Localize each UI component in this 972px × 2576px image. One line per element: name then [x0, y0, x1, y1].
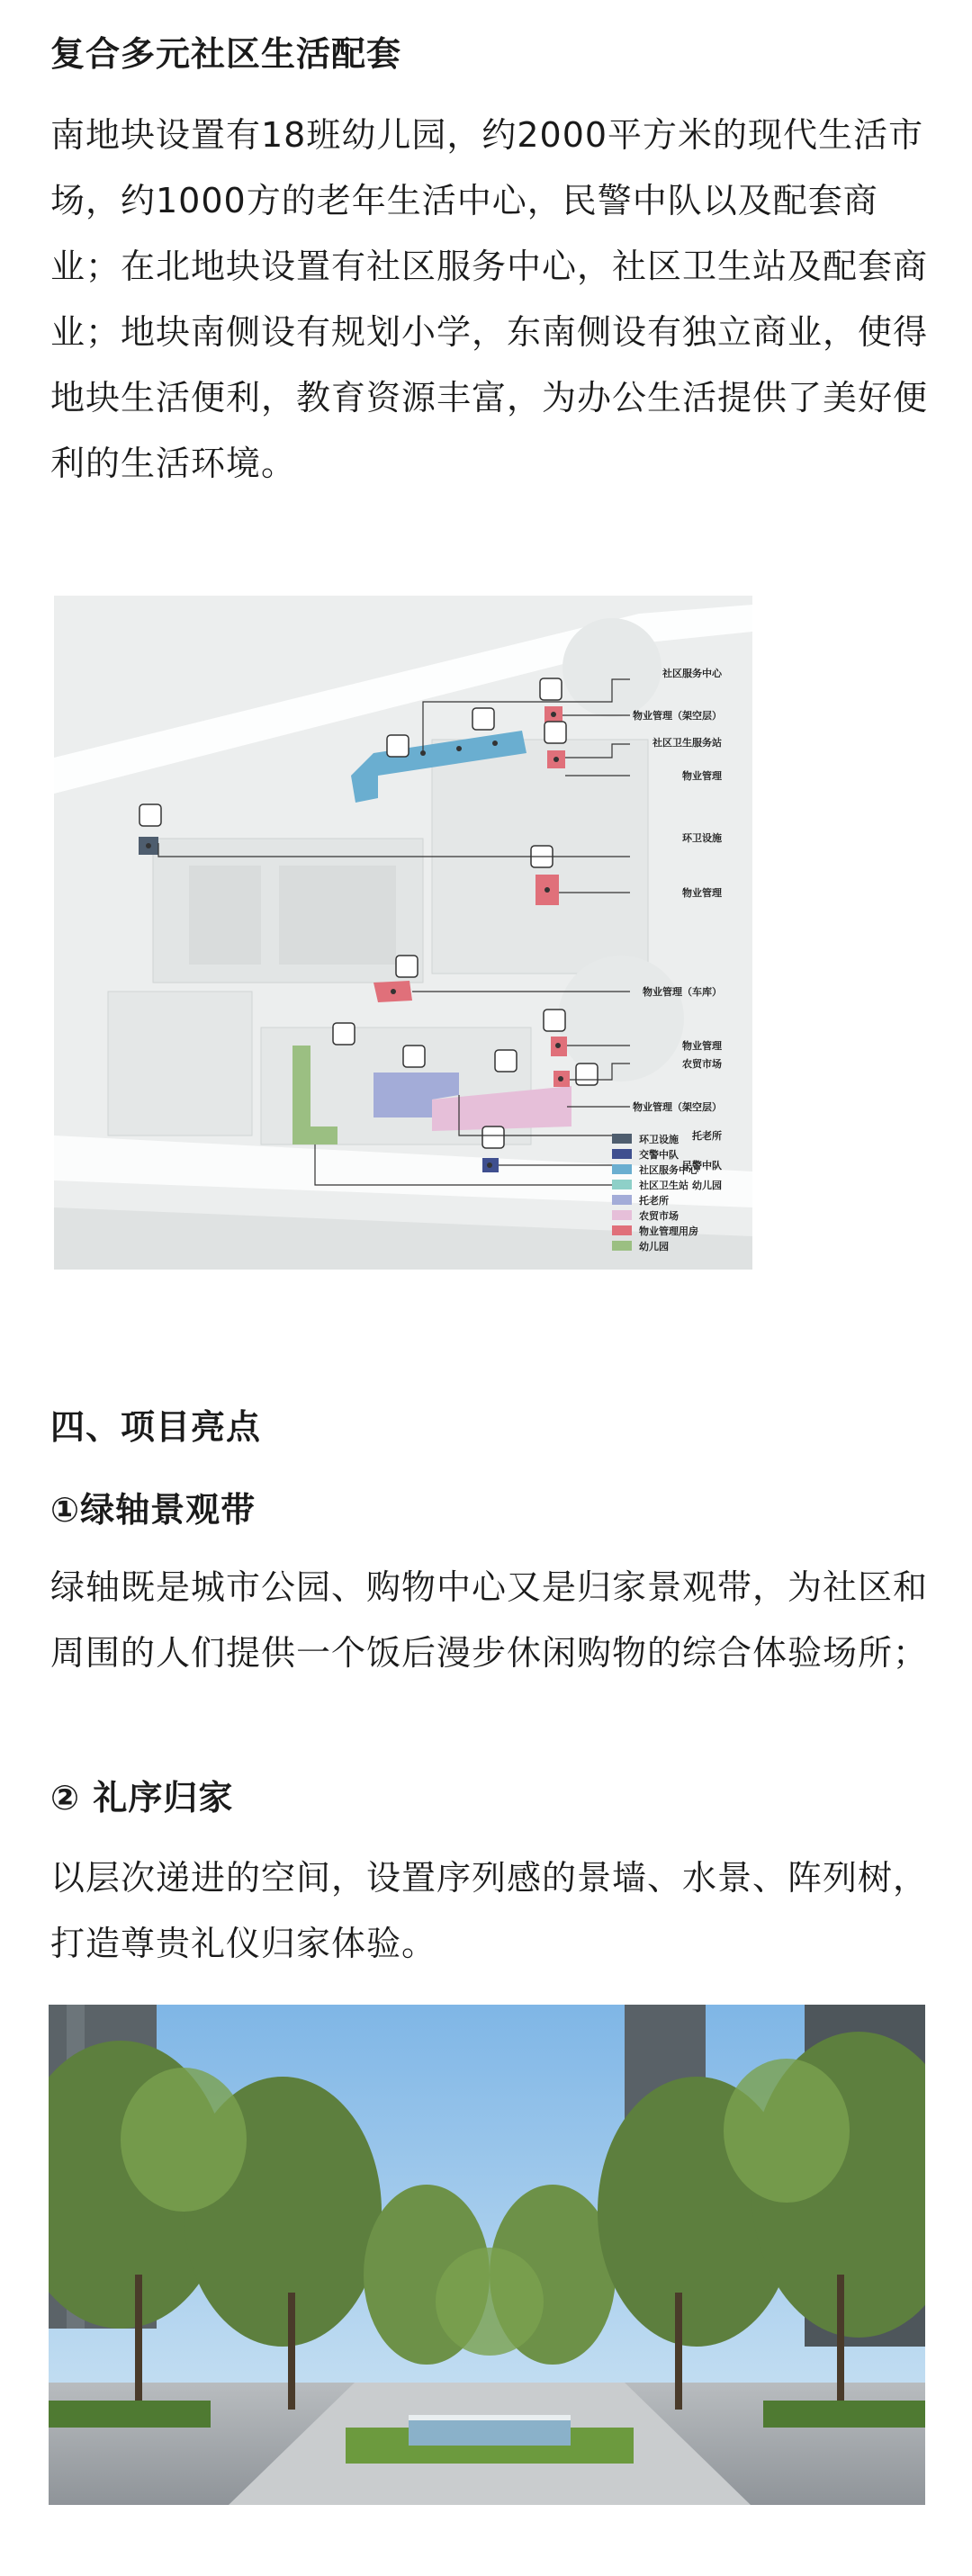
legend-label: 社区卫生站	[639, 1180, 688, 1191]
callout-label: 物业管理（架空层）	[633, 710, 722, 722]
section-title-supporting-facilities: 复合多元社区生活配套	[50, 34, 402, 74]
callout-label: 民警中队	[682, 1160, 722, 1171]
item2-text: 以层次递进的空间，设置序列感的景墙、水景、阵列树，打造尊贵礼仪归家体验。	[50, 1858, 929, 1963]
legend-label: 农贸市场	[639, 1210, 679, 1222]
callout-label: 物业管理（车库）	[643, 986, 722, 998]
legend-label: 物业管理用房	[639, 1225, 698, 1237]
section-heading-highlights: 四、项目亮点	[50, 1407, 262, 1447]
callout-label: 托老所	[692, 1130, 722, 1142]
item1-text: 绿轴既是城市公园、购物中心又是归家景观带，为社区和周围的人们提供一个饭后漫步休闲购物的综合体验场所；	[50, 1567, 929, 1673]
callout-label: 物业管理	[682, 887, 722, 899]
legend-label: 幼儿园	[639, 1241, 669, 1252]
legend-label: 环卫设施	[639, 1134, 679, 1145]
legend-label: 社区服务中心	[639, 1164, 698, 1176]
callout-label: 物业管理	[682, 770, 722, 782]
legend-label: 交警中队	[639, 1149, 679, 1161]
callout-label: 环卫设施	[682, 832, 722, 844]
callout-label: 社区卫生服务站	[652, 737, 722, 749]
callout-label: 幼儿园	[692, 1180, 722, 1191]
callout-label: 物业管理（架空层）	[633, 1101, 722, 1113]
callout-label: 物业管理	[682, 1040, 722, 1052]
item2-title: ② 礼序归家	[50, 1778, 234, 1818]
callout-label: 农贸市场	[682, 1058, 722, 1070]
facilities-paragraph: 南地块设置有18班幼儿园，约2000平方米的现代生活市场，约1000方的老年生活中心，民警中队以及配套商业；在北地块设置有社区服务中心，社区卫生站及配套商业；地块南侧设有规划小学，东南侧设有独立商业，使得地块生活便利，教育资源丰富，为办公生活提供了美好便利的生活环境。	[50, 115, 929, 483]
site-plan-figure	[54, 596, 752, 1270]
item1-title: ①绿轴景观带	[50, 1490, 256, 1530]
legend-label: 托老所	[639, 1195, 669, 1207]
landscape-render-photo	[49, 2005, 925, 2505]
callout-label: 社区服务中心	[662, 668, 722, 679]
